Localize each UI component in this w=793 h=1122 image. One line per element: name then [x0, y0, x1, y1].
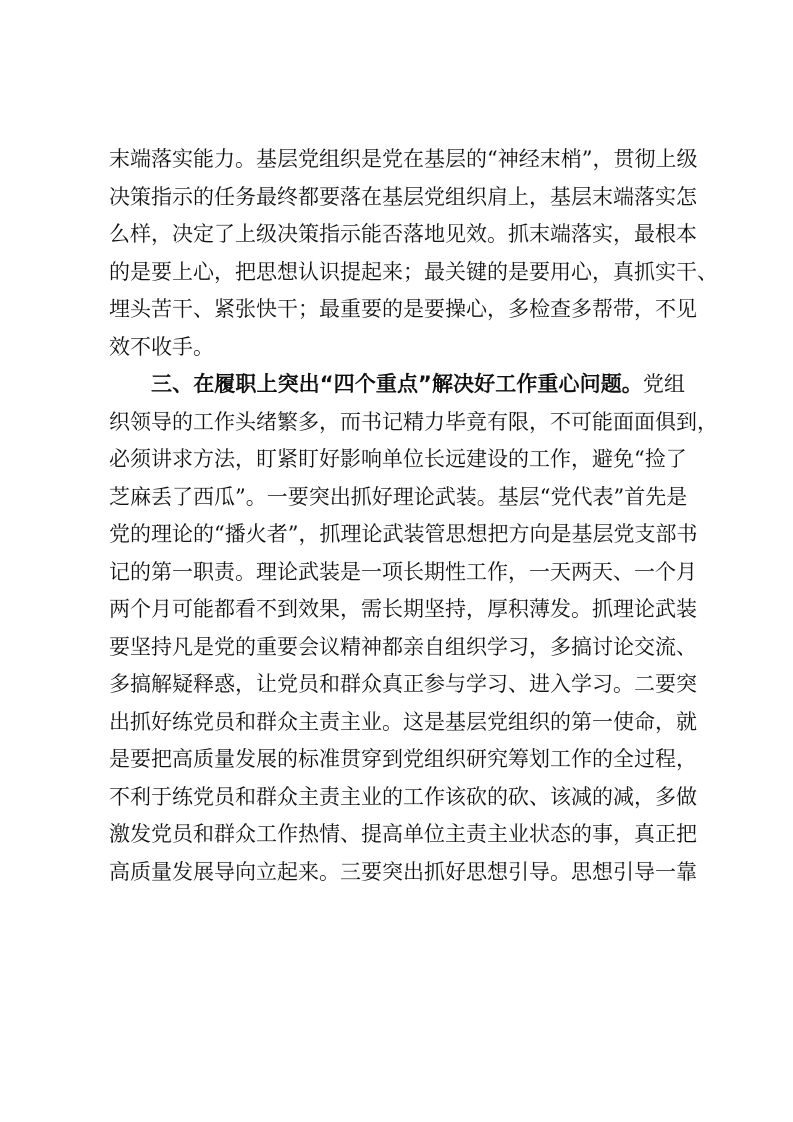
paragraph-line: 么样，决定了上级决策指示能否落地见效。抓末端落实，最根本 — [109, 222, 697, 246]
paragraph-line: 芝麻丢了西瓜”。一要突出抓好理论武装。基层“党代表”首先是 — [109, 484, 688, 509]
paragraph-line: 织领导的工作头绪繁多，而书记精力毕竟有限，不可能面面俱到， — [109, 409, 718, 434]
paragraph-2 — [109, 369, 718, 894]
paragraph-line: 效不收手。 — [109, 334, 214, 359]
paragraph-line: 高质量发展导向立起来。三要突出抓好思想引导。思想引导一靠 — [109, 859, 697, 884]
paragraph-line: 党的理论的“播火者”，抓理论武装管思想把方向是基层党支部书 — [109, 522, 698, 546]
paragraph-line: 两个月可能都看不到效果，需长期坚持，厚积薄发。抓理论武装 — [109, 597, 697, 621]
section-heading: 三、在履职上突出“四个重点”解决好工作重心问题。 — [151, 372, 643, 396]
paragraph-line: 末端落实能力。基层党组织是党在基层的“神经末梢”，贯彻上级 — [109, 147, 698, 171]
paragraph-line: 是要把高质量发展的标准贯穿到党组织研究筹划工作的全过程， — [109, 747, 697, 771]
paragraph-1 — [109, 144, 718, 369]
paragraph-line: 不利于练党员和群众主责主业的工作该砍的砍、该减的减，多做 — [109, 784, 697, 809]
paragraph-line: 激发党员和群众工作热情、提高单位主责主业状态的事，真正把 — [109, 822, 697, 846]
paragraph-line: 必须讲求方法，盯紧盯好影响单位长远建设的工作，避免“捡了 — [109, 447, 687, 471]
paragraph-line: 要坚持凡是党的重要会议精神都亲自组织学习，多搞讨论交流、 — [109, 634, 697, 659]
paragraph-line: 出抓好练党员和群众主责主业。这是基层党组织的第一使命，就 — [109, 709, 697, 734]
paragraph-line-text: 党组 — [642, 372, 686, 396]
paragraph-line: 多搞解疑释惑，让党员和群众真正参与学习、进入学习。二要突 — [109, 672, 697, 696]
paragraph-line: 决策指示的任务最终都要落在基层党组织肩上，基层末端落实怎 — [109, 184, 697, 209]
paragraph-line: 的是要上心，把思想认识提起来；最关键的是要用心，真抓实干、 — [109, 259, 718, 284]
paragraph-line: 埋头苦干、紧张快干；最重要的是要操心，多检查多帮带，不见 — [109, 297, 697, 321]
paragraph-first-line — [109, 369, 685, 399]
paragraph-line: 记的第一职责。理论武装是一项长期性工作，一天两天、一个月 — [109, 559, 697, 584]
